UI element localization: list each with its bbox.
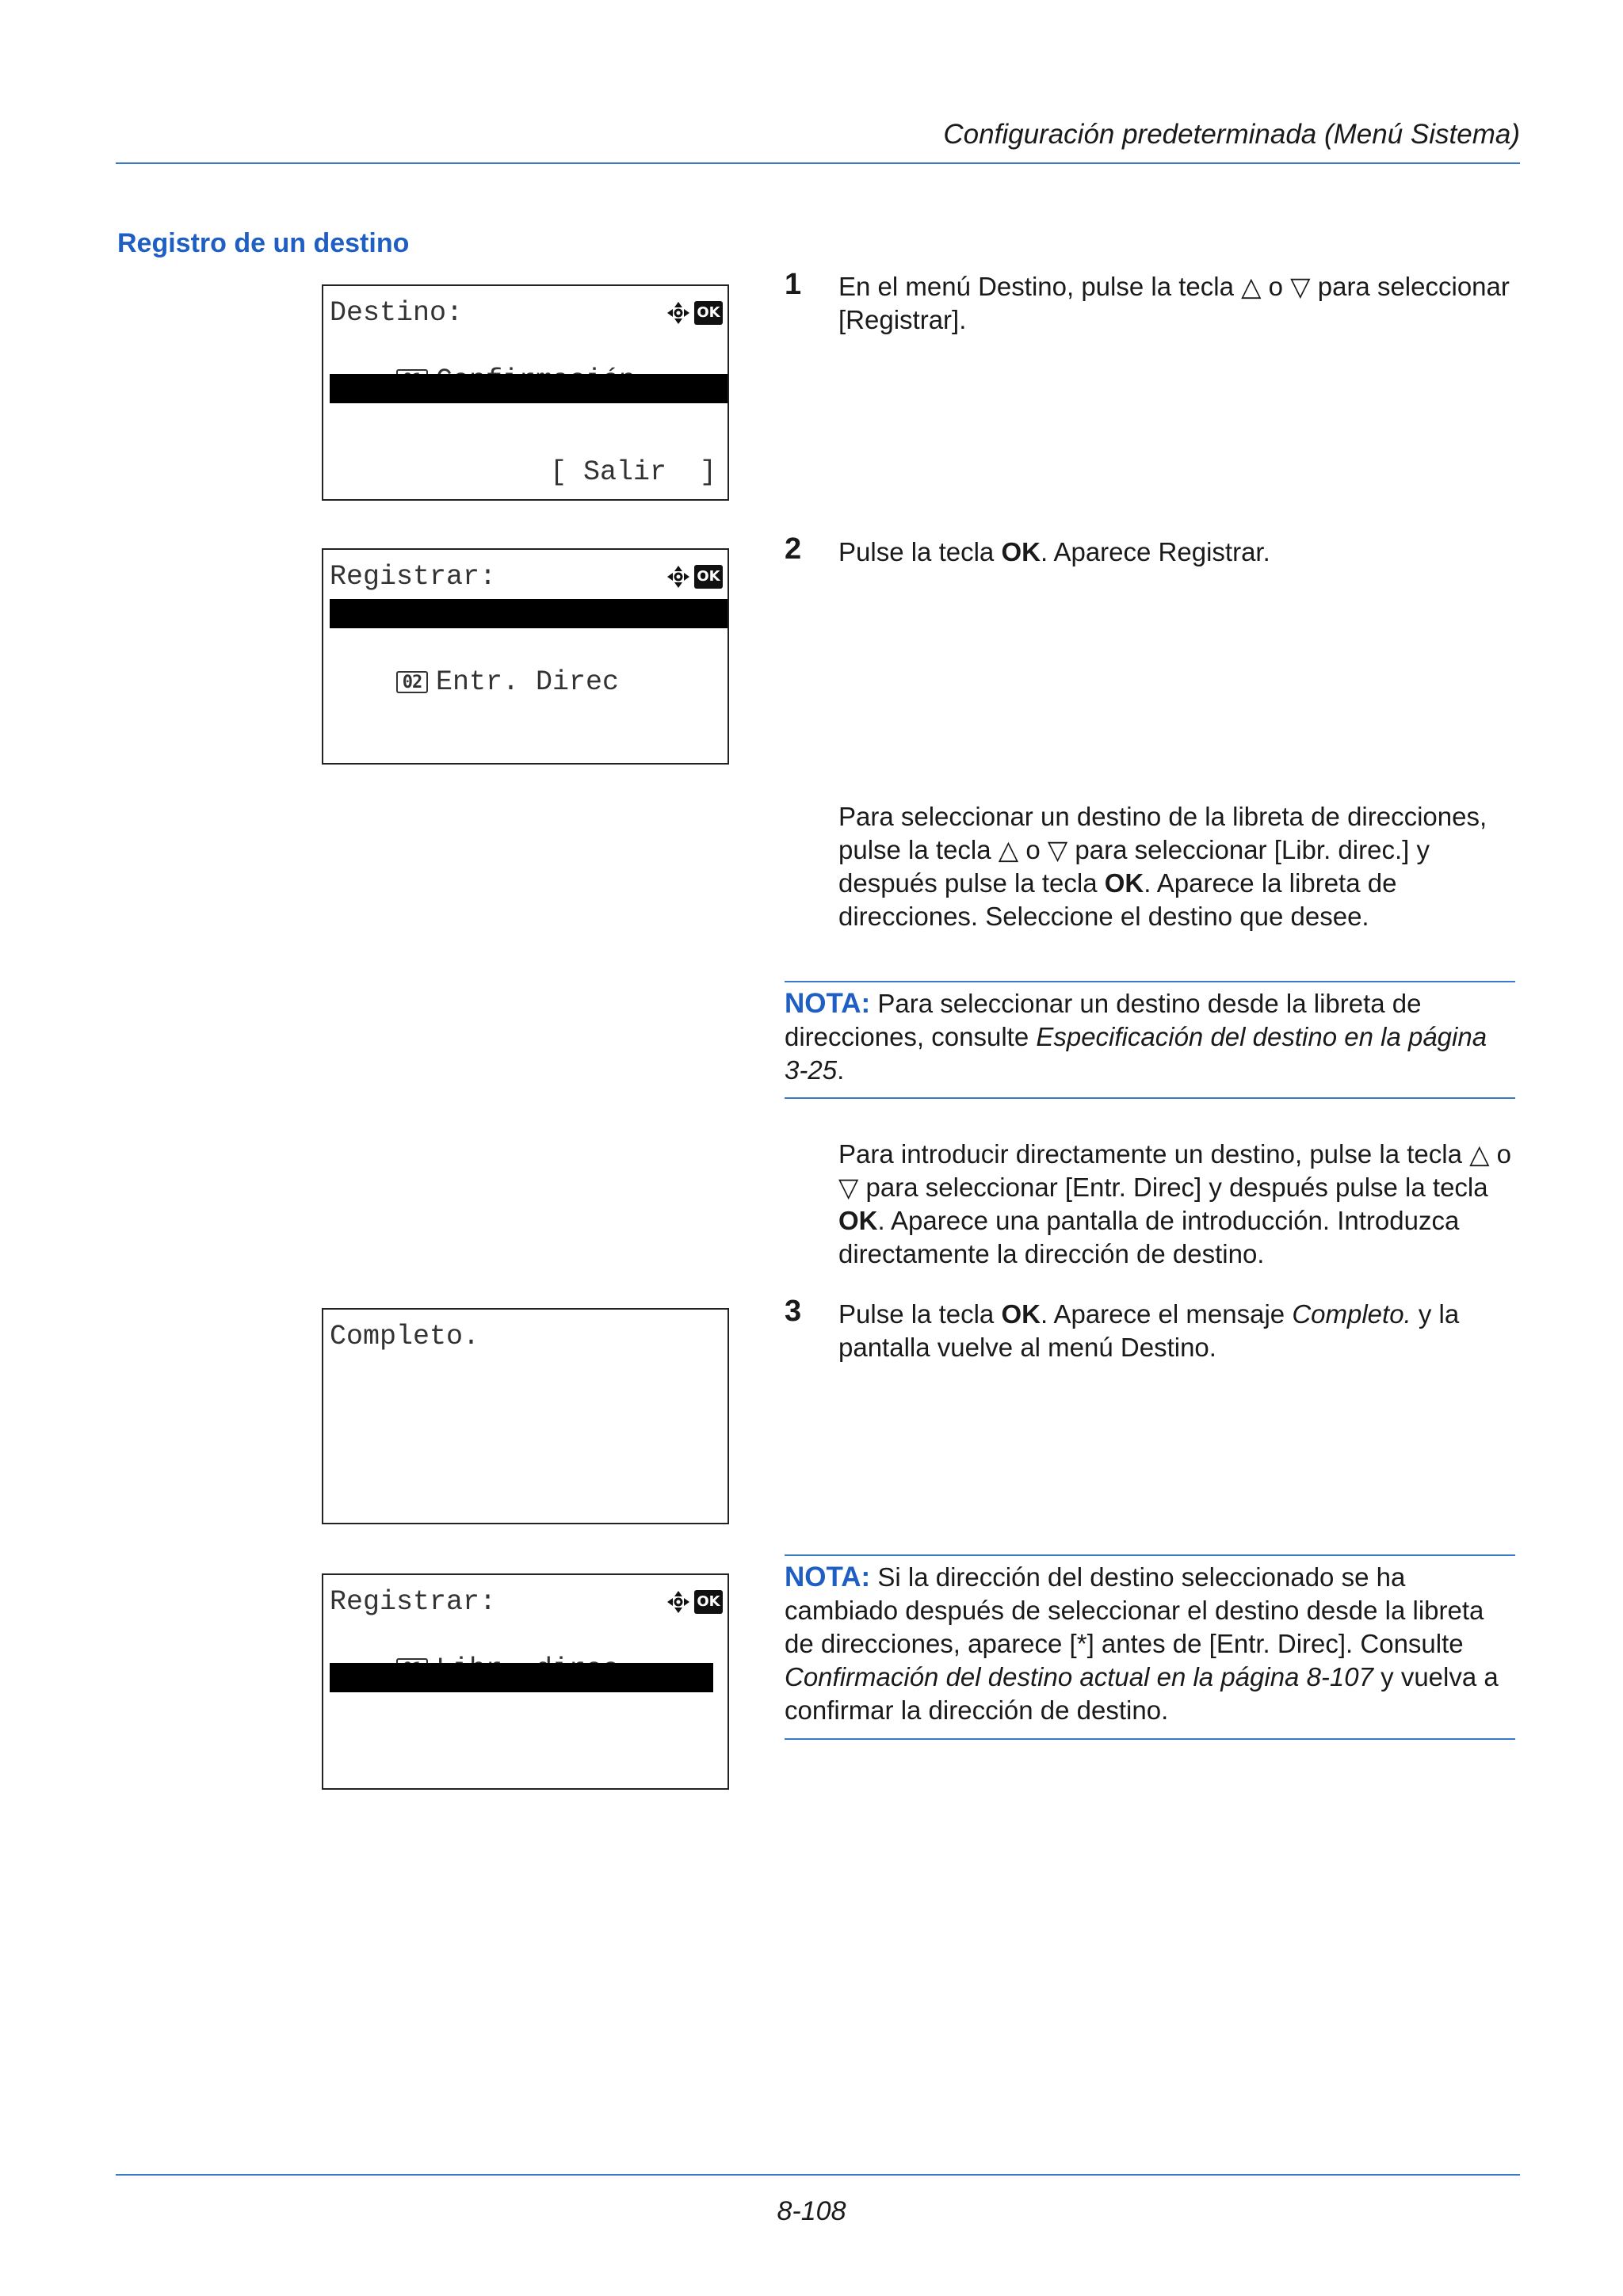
step-1-text: En el menú Destino, pulse la tecla △ o ▽ para seleccionar [Registrar]. — [838, 272, 1510, 334]
step-number: 1 — [785, 268, 802, 301]
direct-entry-instructions: Para introducir directamente un destino, pulse la tecla △ o ▽ para seleccionar [Entr. Direc] y después pulse la tecla OK. Aparece una pantalla de introducción. Introduzca directamente la dirección de destino. — [838, 1139, 1512, 1268]
navigation-arrows-icon — [666, 564, 691, 589]
navigation-arrows-icon — [666, 300, 691, 326]
item-number-badge: 02 — [396, 406, 428, 429]
note-label: NOTA: — [785, 988, 871, 1019]
note-box: NOTA: Para seleccionar un destino desde la libreta de direcciones, consulte Especificación del destino en la página 3-25. — [785, 981, 1515, 1099]
cross-reference: Especificación del destino en la página 3-25 — [785, 1022, 1487, 1085]
lcd-menu-item-label: Libr. direc. — [436, 627, 636, 658]
lcd-menu-item — [330, 1626, 727, 1655]
lcd-menu-item-label: *Entr. Direc — [428, 1691, 628, 1722]
page-header-title: Configuración predeterminada (Menú Sistema) — [943, 119, 1520, 150]
lcd-menu-item-selected — [330, 374, 727, 433]
lcd-screen-title: Completo. — [330, 1321, 480, 1352]
lcd-menu-item — [330, 337, 727, 366]
section-title: Registro de un destino — [117, 228, 410, 258]
lcd-menu-item — [330, 639, 727, 698]
lcd-screen-title: Registrar: — [330, 561, 497, 593]
note-box: NOTA: Si la dirección del destino seleccionado se ha cambiado después de seleccionar el destino desde la libreta de direcciones, aparece [*] antes de [Entr. Direc]. Consulte Confirmación del destino actual en la página 8-107 y vuelva a confirmar la dirección de destino. — [785, 1554, 1515, 1740]
address-book-instructions: Para seleccionar un destino de la libreta de direcciones, pulse la tecla △ o ▽ para seleccionar [Libr. direc.] y después pulse la tecla OK. Aparece la libreta de direcciones. Seleccione el destino que desee. — [838, 802, 1487, 931]
step-number: 3 — [785, 1295, 802, 1328]
lcd-screen-completo — [322, 1308, 729, 1524]
step-3-text: Pulse la tecla OK. Aparece el mensaje Completo. y la pantalla vuelve al menú Destino. — [838, 1299, 1460, 1362]
header-rule — [116, 162, 1520, 164]
page-number: 8-108 — [777, 2196, 846, 2226]
ok-key-icon: OK — [694, 301, 723, 325]
item-number-badge: 01 — [396, 631, 428, 654]
ok-key-icon: OK — [694, 1590, 723, 1614]
lcd-screen-title: Registrar: — [330, 1586, 497, 1618]
item-number-badge: 02 — [396, 671, 428, 693]
lcd-menu-item-label: Registrar — [436, 402, 586, 433]
lcd-softkey-salir: [ Salir ] — [549, 456, 716, 488]
lcd-screen-registrar-modified — [322, 1573, 729, 1790]
lcd-nav-indicator — [666, 1589, 723, 1615]
lcd-menu-item-selected — [330, 1663, 713, 1722]
cross-reference: Confirmación del destino actual en la página 8-107 — [785, 1662, 1373, 1691]
note-label: NOTA: — [785, 1562, 871, 1592]
footer-rule — [116, 2174, 1520, 2176]
ok-key-icon: OK — [694, 565, 723, 589]
step-number: 2 — [785, 532, 802, 566]
lcd-nav-indicator — [666, 564, 723, 589]
lcd-nav-indicator — [666, 300, 723, 326]
lcd-screen-destino — [322, 284, 729, 501]
navigation-arrows-icon — [666, 1589, 691, 1615]
lcd-screen-registrar — [322, 548, 729, 765]
lcd-menu-item-label: Entr. Direc — [436, 666, 620, 698]
item-number-badge: 02 — [396, 1695, 428, 1718]
lcd-menu-item-selected — [330, 599, 727, 658]
lcd-screen-title: Destino: — [330, 297, 464, 329]
step-2-text: Pulse la tecla OK. Aparece Registrar. — [838, 537, 1270, 566]
